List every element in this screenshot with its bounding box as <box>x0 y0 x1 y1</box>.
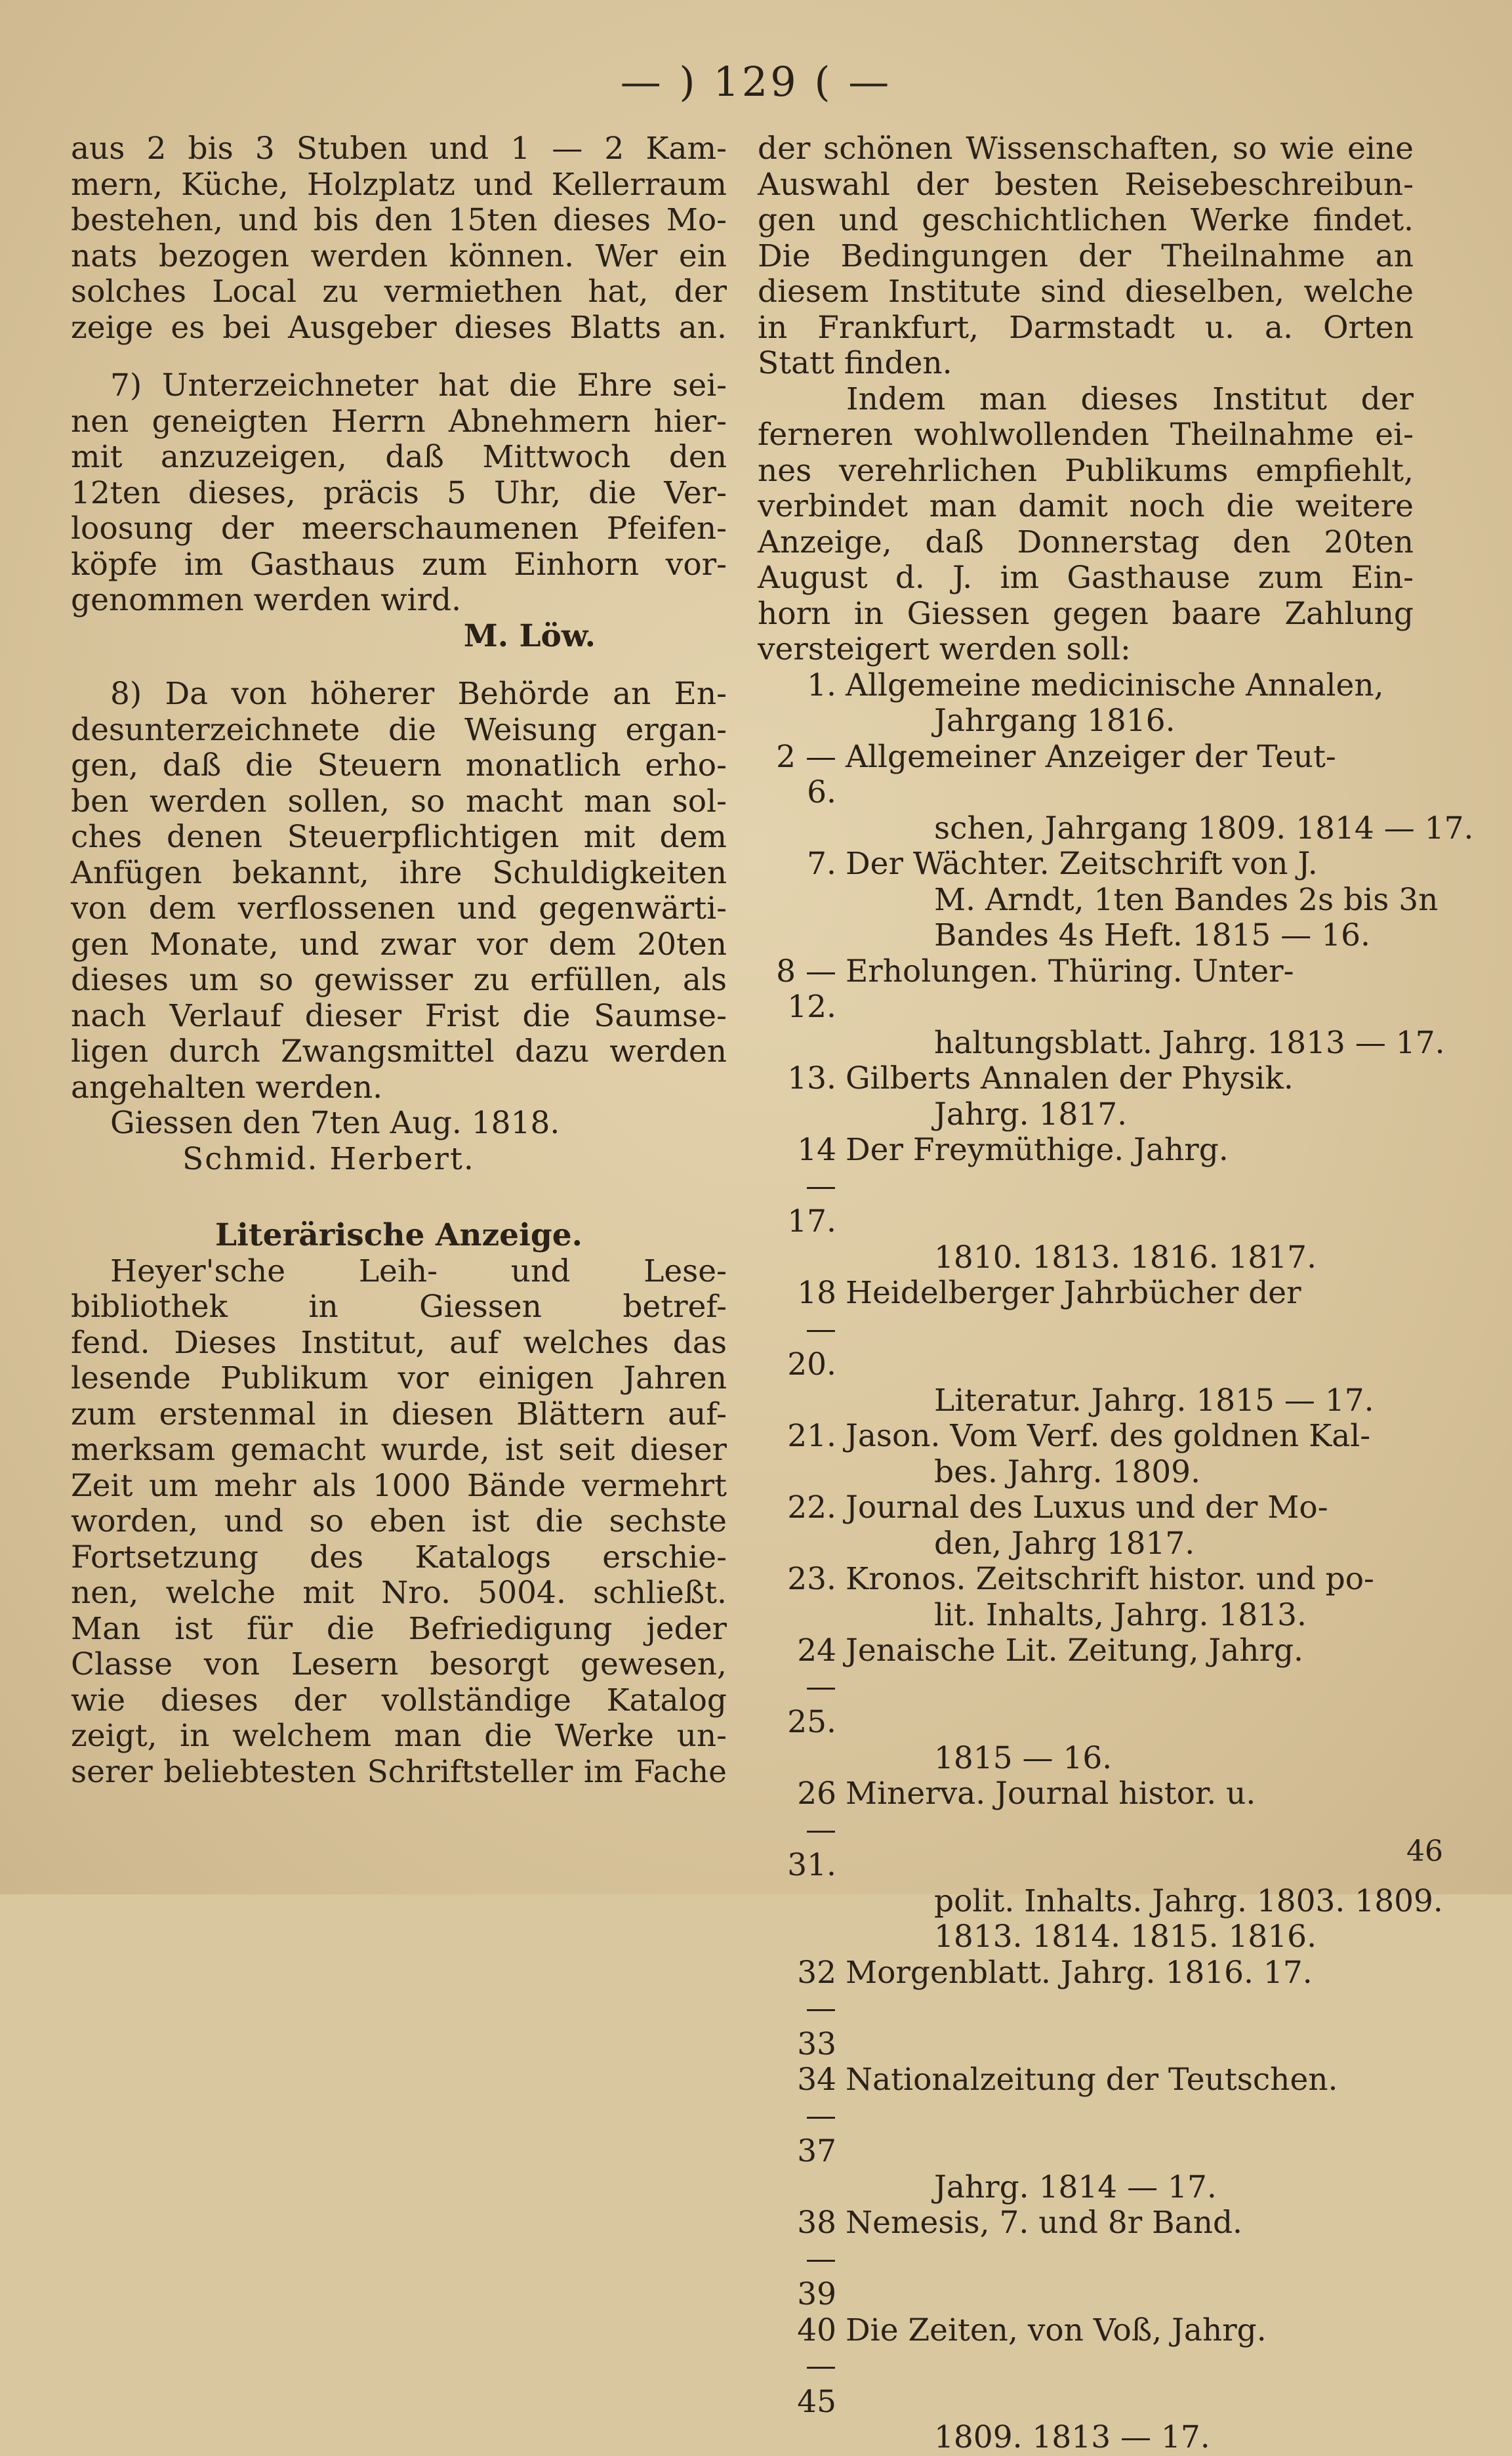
text-line: Auswahl der besten Reisebeschreibun- <box>758 166 1414 203</box>
auction-item-number <box>758 1240 846 1276</box>
auction-item-text: lit. Inhalts, Jahrg. 1813. <box>934 1596 1307 1633</box>
text-line: der schönen Wissenschaften, so wie eine <box>758 131 1414 167</box>
auction-item <box>758 1419 1414 1455</box>
text-line: horn in Giessen gegen baare Zahlung <box>758 595 1414 632</box>
text-line: 8) Da von höherer Behörde an En- <box>110 676 727 712</box>
auction-item-text: Jahrgang 1816. <box>934 703 1175 739</box>
text-line: gen Monate, und zwar vor dem 20ten <box>71 926 727 963</box>
auction-item-number: 7. <box>807 846 836 882</box>
auction-item-number <box>758 703 846 739</box>
text-line: bestehen, und bis den 15ten dieses Mo- <box>71 202 727 238</box>
auction-item-text: Nemesis, 7. und 8r Band. <box>846 2205 1242 2241</box>
text-line: Fortsetzung des Katalogs erschie- <box>71 1539 727 1575</box>
text-line: worden, und so eben ist die sechste <box>71 1503 727 1539</box>
auction-item <box>758 1562 1414 1598</box>
auction-item-number <box>758 1383 846 1419</box>
auction-item <box>758 1883 1443 1920</box>
auction-item <box>758 1490 1414 1526</box>
auction-item-number: 8 — 12. <box>776 953 836 1025</box>
paragraph-gap <box>71 1177 727 1199</box>
text-line: zeigt, in welchem man die Werke un- <box>71 1718 727 1754</box>
auction-item-number: 14 — 17. <box>787 1132 836 1239</box>
text-line: Classe von Lesern besorgt gewesen, <box>71 1646 727 1682</box>
auction-item-text: Erholungen. Thüring. Unter- <box>846 953 1294 989</box>
auction-item-text: 1813. 1814. 1815. 1816. <box>934 1919 1317 1955</box>
text-line: dieses um so gewisser zu erfüllen, als <box>71 962 727 998</box>
auction-item-number <box>758 1598 846 1634</box>
auction-item-text: Jahrg. 1817. <box>934 1096 1128 1133</box>
auction-item-number: 1. <box>807 667 836 703</box>
left-column <box>71 131 727 1855</box>
auction-item-number <box>758 1526 846 1562</box>
auction-item-text: Der Wächter. Zeitschrift von J. <box>846 846 1318 882</box>
auction-item-number <box>758 883 846 919</box>
auction-item <box>758 1455 1414 1491</box>
text-line: merksam gemacht wurde, ist seit dieser <box>71 1432 727 1468</box>
auction-item-number: 2 — 6. <box>776 738 836 810</box>
text-line: nes verehrlichen Publikums empfiehlt, <box>758 452 1414 489</box>
auction-item-number: 18 — 20. <box>787 1275 836 1383</box>
auction-item <box>758 1133 1414 1240</box>
auction-item-number <box>758 2420 846 2456</box>
section-heading: Literärische Anzeige. <box>215 1217 583 1253</box>
auction-item-text: bes. Jahrg. 1809. <box>934 1453 1201 1490</box>
auction-item-text: Allgemeiner Anzeiger der Teut- <box>846 738 1336 775</box>
text-line: köpfe im Gasthaus zum Einhorn vor- <box>71 546 727 583</box>
text-line: Heyer'sche Leih- und Lese- <box>110 1253 727 1289</box>
text-line: zum erstenmal in diesen Blättern auf- <box>71 1396 727 1432</box>
auction-item-text: Bandes 4s Heft. 1815 — 16. <box>934 917 1370 953</box>
text-line: loosung der meerschaumenen Pfeifen- <box>71 510 727 547</box>
text-line: Statt finden. <box>758 345 952 381</box>
auction-item <box>758 1955 1414 2063</box>
text-line: Giessen den 7ten Aug. 1818. <box>110 1105 560 1141</box>
auction-item <box>758 1383 1414 1419</box>
auction-item-number: 23. <box>787 1561 836 1597</box>
auction-item <box>758 2062 1414 2170</box>
auction-item-text: Jason. Vom Verf. des goldnen Kal- <box>846 1418 1371 1454</box>
text-line: lesende Publikum vor einigen Jahren <box>71 1360 727 1396</box>
auction-item-text: Minerva. Journal histor. u. <box>846 1776 1256 1812</box>
auction-item-text: Der Freymüthige. Jahrg. <box>846 1132 1229 1168</box>
text-line: 12ten dieses, präcis 5 Uhr, die Ver- <box>71 474 727 511</box>
text-line: diesem Institute sind dieselben, welche <box>758 274 1414 310</box>
text-line: aus 2 bis 3 Stuben und 1 — 2 Kam- <box>71 131 727 167</box>
auction-item <box>758 1276 1414 1383</box>
auction-item-text: M. Arndt, 1ten Bandes 2s bis 3n <box>934 881 1439 918</box>
auction-item-text: Jahrg. 1814 — 17. <box>934 2169 1217 2205</box>
auction-item <box>758 703 1414 739</box>
auction-item-text: 1810. 1813. 1816. 1817. <box>934 1239 1317 1276</box>
text-line: ches denen Steuerpflichtigen mit dem <box>71 819 727 855</box>
auction-item-number <box>758 2170 846 2206</box>
auction-item-text: Gilberts Annalen der Physik. <box>846 1060 1294 1096</box>
text-line: ben werden sollen, so macht man sol- <box>71 783 727 820</box>
text-line: nach Verlauf dieser Frist die Saumse- <box>71 997 727 1034</box>
auction-item-text: Kronos. Zeitschrift histor. und po- <box>846 1561 1374 1597</box>
text-line: nen, welche mit Nro. 5004. schließt. <box>71 1575 727 1611</box>
text-line: wie dieses der vollständige Katalog <box>71 1682 727 1718</box>
auction-item-number: 40 — 45 <box>797 2312 836 2420</box>
text-line: solches Local zu vermiethen hat, der <box>71 274 727 310</box>
auction-item <box>758 668 1414 704</box>
page-header: — ) 129 ( — <box>620 58 892 106</box>
auction-item <box>758 739 1414 811</box>
paragraph-gap <box>71 346 727 368</box>
auction-item <box>758 2170 1414 2206</box>
text-line: mern, Küche, Holzplatz und Kellerraum <box>71 166 727 203</box>
auction-item-text: Die Zeiten, von Voß, Jahrg. <box>846 2312 1267 2348</box>
text-line: ligen durch Zwangsmittel dazu werden <box>71 1033 727 1070</box>
auction-item <box>758 881 1439 919</box>
auction-item-text: polit. Inhalts. Jahrg. 1803. 1809. <box>934 1883 1443 1919</box>
auction-item-number: 38 — 39 <box>797 2205 836 2312</box>
auction-item <box>758 1633 1414 1741</box>
auction-item <box>758 1061 1414 1097</box>
text-line: angehalten werden. <box>71 1069 383 1106</box>
text-line: in Frankfurt, Darmstadt u. a. Orten <box>758 309 1414 346</box>
auction-item-number: 21. <box>787 1418 836 1454</box>
auction-item-text: Allgemeine medicinische Annalen, <box>846 667 1384 703</box>
auction-item <box>758 1097 1414 1133</box>
text-line: von dem verflossenen und gegenwärti- <box>71 890 727 926</box>
text-line: bibliothek in Giessen betref- <box>71 1289 727 1325</box>
auction-item-text: Heidelberger Jahrbücher der <box>846 1275 1301 1311</box>
auction-item <box>758 810 1474 847</box>
text-line: 7) Unterzeichneter hat die Ehre sei- <box>110 367 727 404</box>
auction-item-number <box>758 1455 846 1491</box>
auction-item <box>758 846 1414 883</box>
auction-item-number <box>758 1741 846 1777</box>
text-line: gen und geschichtlichen Werke findet. <box>758 202 1414 238</box>
printer-signature-mark: 46 <box>1406 1835 1443 1868</box>
paragraph-gap <box>71 654 727 676</box>
text-line: nen geneigten Herrn Abnehmern hier- <box>71 403 727 440</box>
auction-item-number: 24 — 25. <box>787 1633 836 1740</box>
text-line: Anzeige, daß Donnerstag den 20ten <box>758 524 1414 560</box>
auction-item-text: 1815 — 16. <box>934 1739 1113 1776</box>
auction-item-number <box>758 1026 846 1062</box>
auction-item <box>758 1741 1414 1777</box>
auction-item-number: 32 — 33 <box>797 1954 836 2062</box>
auction-item-text: schen, Jahrgang 1809. 1814 — 17. <box>934 810 1474 846</box>
text-line: nats bezogen werden können. Wer ein <box>71 238 727 274</box>
auction-item <box>758 2205 1414 2313</box>
text-line: Schmid. Herbert. <box>182 1140 475 1177</box>
auction-item-text: Nationalzeitung der Teutschen. <box>846 2062 1338 2098</box>
text-line: mit anzuzeigen, daß Mittwoch den <box>71 439 727 475</box>
text-line: M. Löw. <box>463 617 596 654</box>
text-line: desunterzeichnete die Weisung ergan- <box>71 711 727 748</box>
text-line: verbindet man damit noch die weitere <box>758 488 1414 524</box>
auction-item-text: Literatur. Jahrg. 1815 — 17. <box>934 1382 1374 1419</box>
text-line: Die Bedingungen der Theilnahme an <box>758 238 1414 274</box>
auction-item <box>758 2313 1414 2421</box>
text-line: genommen werden wird. <box>71 582 462 618</box>
auction-item-text: Jenaische Lit. Zeitung, Jahrg. <box>846 1633 1303 1669</box>
auction-item-number: 13. <box>787 1060 836 1096</box>
auction-item <box>758 1776 1414 1884</box>
auction-item-number <box>758 1097 846 1133</box>
auction-item-text: Journal des Luxus und der Mo- <box>846 1489 1328 1526</box>
text-line: Indem man dieses Institut der <box>846 381 1414 417</box>
auction-item-number <box>758 918 846 954</box>
auction-item <box>758 954 1414 1026</box>
text-line: Zeit um mehr als 1000 Bände vermehrt <box>71 1467 727 1504</box>
auction-item-text: Morgenblatt. Jahrg. 1816. 17. <box>846 1954 1313 1991</box>
auction-item <box>758 918 1414 954</box>
auction-item <box>758 1240 1414 1276</box>
text-line: serer beliebtesten Schriftsteller im Fache <box>71 1753 727 1790</box>
auction-item <box>758 1024 1445 1062</box>
auction-item-text: haltungsblatt. Jahrg. 1813 — 17. <box>934 1024 1445 1061</box>
text-line: August d. J. im Gasthause zum Ein- <box>758 560 1414 596</box>
auction-item-number <box>758 1884 846 1920</box>
auction-item-number: 22. <box>787 1489 836 1526</box>
auction-item-text: den, Jahrg 1817. <box>934 1525 1195 1562</box>
auction-item-text: 1809. 1813 — 17. <box>934 2419 1210 2455</box>
text-line: versteigert werden soll: <box>758 631 1131 667</box>
auction-item-number: 34 — 37 <box>797 2062 836 2169</box>
text-line: Man ist für die Befriedigung jeder <box>71 1610 727 1647</box>
text-line: ferneren wohlwollenden Theilnahme ei- <box>758 417 1414 453</box>
auction-item-number <box>758 811 846 847</box>
auction-item <box>758 1526 1414 1562</box>
auction-item <box>758 1919 1414 1955</box>
text-line: gen, daß die Steuern monatlich erho- <box>71 747 727 783</box>
text-line: fend. Dieses Institut, auf welches das <box>71 1324 727 1361</box>
text-line: Anfügen bekannt, ihre Schuldigkeiten <box>71 854 727 891</box>
auction-item <box>758 1598 1414 1634</box>
auction-item-number <box>758 1919 846 1955</box>
text-line: zeige es bei Ausgeber dieses Blatts an. <box>71 309 727 346</box>
auction-item-number: 26 — 31. <box>787 1776 836 1883</box>
auction-item <box>758 2420 1414 2456</box>
right-column-text <box>758 131 1414 668</box>
